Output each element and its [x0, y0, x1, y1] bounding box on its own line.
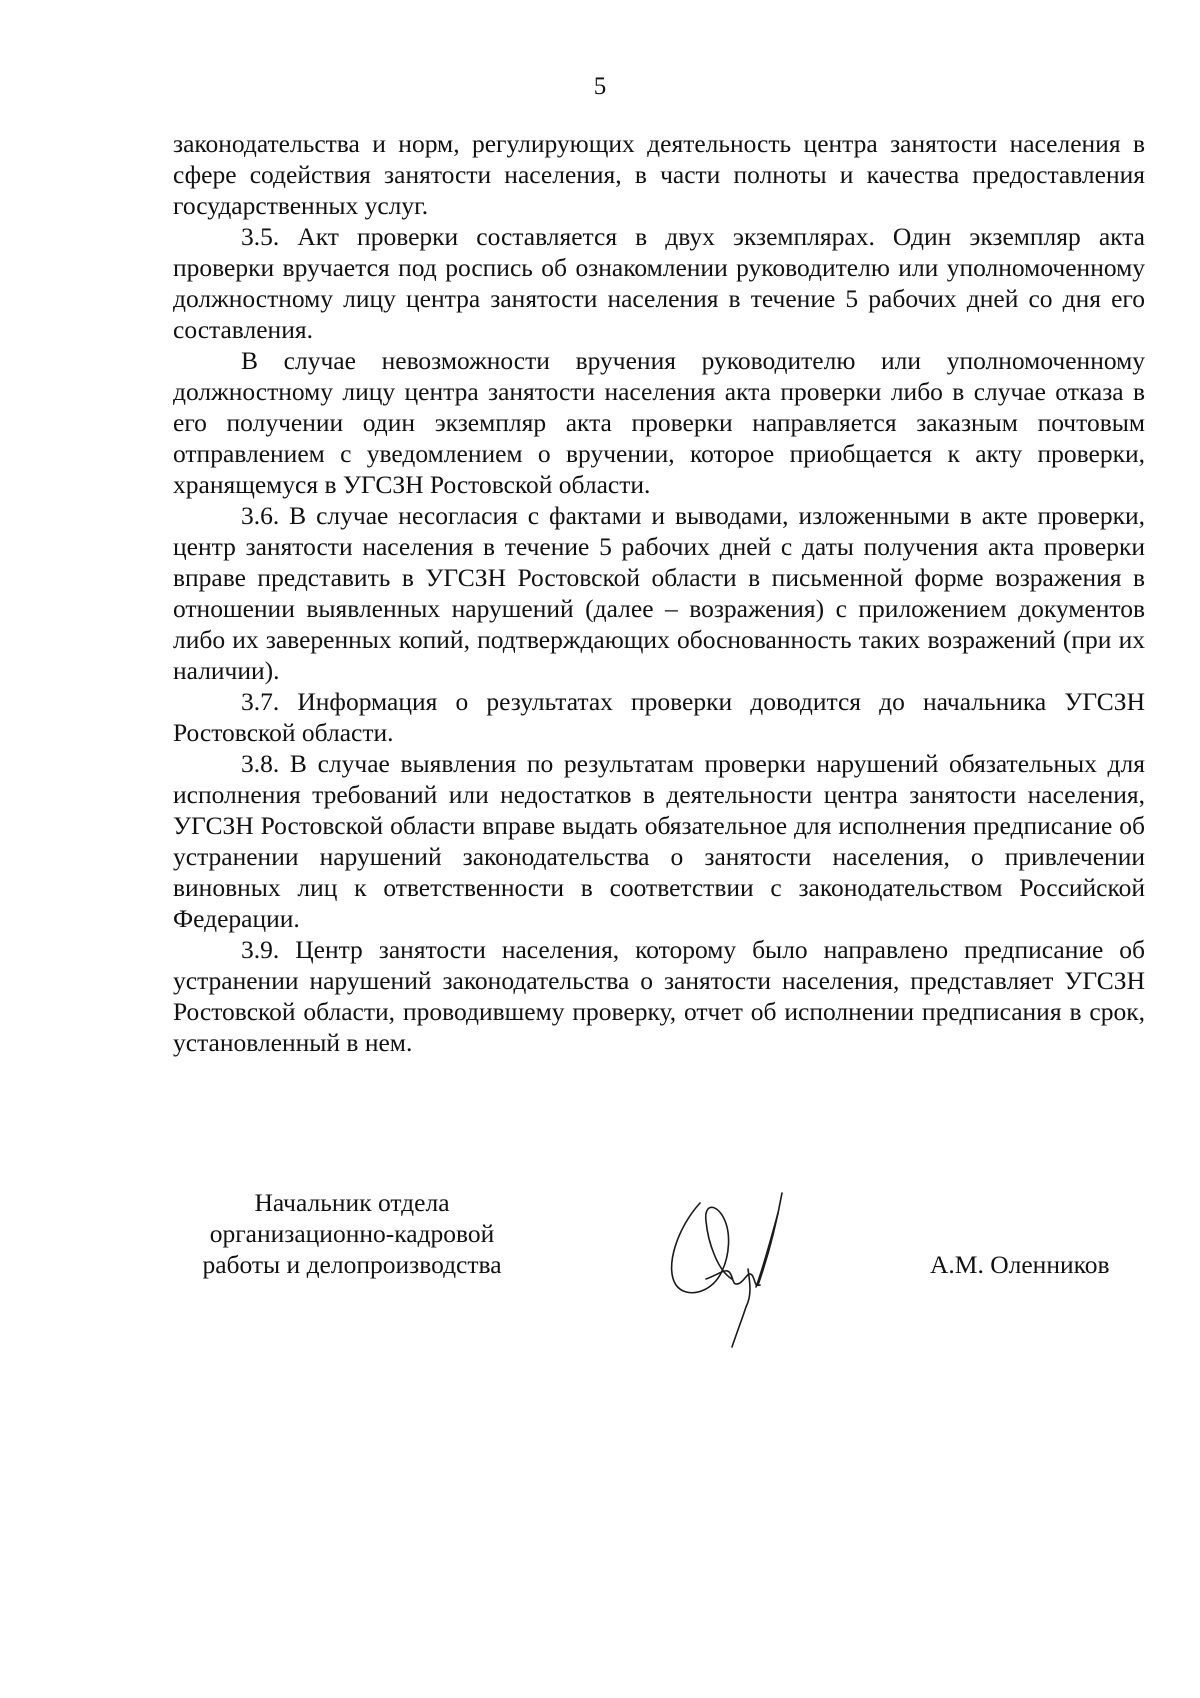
signer-name: А.М. Оленников: [930, 1250, 1110, 1279]
page-number: 5: [593, 73, 607, 100]
paragraph-3-5: 3.5. Акт проверки составляется в двух экземплярах. Один экземпляр акта проверки вручается под роспись об ознакомлении руководителю или уполномоченному должностному лицу центра занятости населения в течение 5 рабочих дней со дня его составления.: [173, 222, 1145, 344]
signature-block: [0, 1187, 1200, 1347]
paragraph-3-8: 3.8. В случае выявления по результатам проверки нарушений обязательных для исполнения требований или недостатков в деятельности центра занятости населения, УГСЗН Ростовской области вправе выдать обязательное для исполнения предписание об устранении нарушений законодательства о занятости населения, о привлечении виновных лиц к ответственности в соответствии с законодательством Российской Федерации.: [173, 749, 1145, 933]
signer-position-line: работы и делопроизводства: [202, 1250, 502, 1279]
signer-position: [172, 1187, 532, 1280]
paragraph-3-9: 3.9. Центр занятости населения, которому было направлено предписание об устранении нарушений законодательства о занятости населения, представляет УГСЗН Ростовской области, проводившему проверку, отчет об исполнении предписания в срок, установленный в нем.: [173, 935, 1145, 1057]
handwritten-signature: [660, 1175, 810, 1355]
paragraph-continuation: законодательства и норм, регулирующих деятельность центра занятости населения в сфере содействия занятости населения, в части полноты и качества предоставления государственных услуг.: [173, 129, 1145, 220]
paragraph-3-6: 3.6. В случае несогласия с фактами и выводами, изложенными в акте проверки, центр занятости населения в течение 5 рабочих дней с даты получения акта проверки вправе представить в УГСЗН Ростовской области в письменной форме возражения в отношении выявленных нарушений (далее – возражения) с приложением документов либо их заверенных копий, подтверждающих обоснованность таких возражений (при их наличии).: [173, 501, 1145, 685]
signer-position-line: Начальник отдела: [254, 1188, 450, 1217]
paragraph-3-7: 3.7. Информация о результатах проверки доводится до начальника УГСЗН Ростовской области.: [173, 687, 1145, 747]
document-body: [173, 128, 1145, 1058]
signer-position-line: организационно-кадровой: [209, 1219, 495, 1248]
paragraph-3-5-delivery: В случае невозможности вручения руководителю или уполномоченному должностному лицу центра занятости населения акта проверки либо в случае отказа в его получении один экземпляр акта проверки направляется заказным почтовым отправлением с уведомлением о вручении, которое приобщается к акту проверки, хранящемуся в УГСЗН Ростовской области.: [173, 346, 1145, 499]
